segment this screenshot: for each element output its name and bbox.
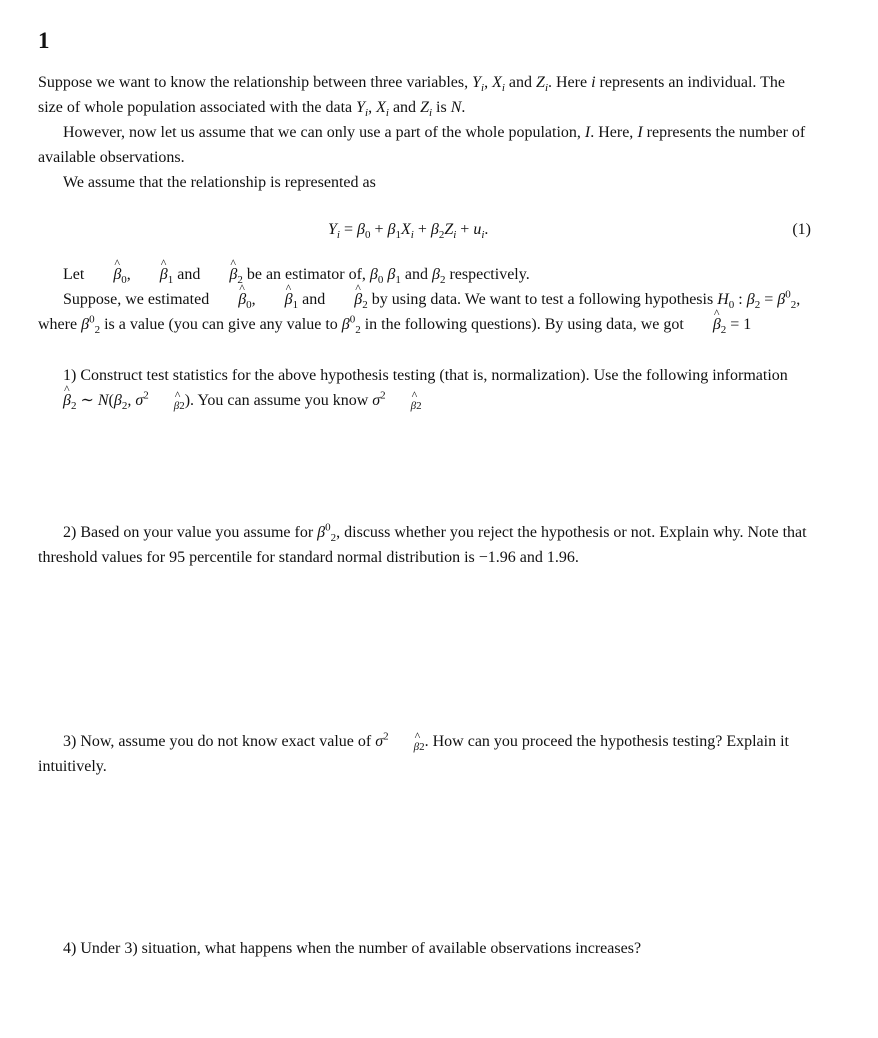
question-4: 4) Under 3) situation, what happens when the number of available observations increases? xyxy=(63,940,642,957)
question-1: 1) Construct test statistics for the above hypothesis testing (that is, normalization). Use the following information ^ $\beta_2$ ∼ $N(\beta_2$, $\sigma^2_{\beta 2}$). You can assume you know $\sigma^2_{\beta 2}$ xyxy=(38,363,813,413)
model-intro-paragraph: We assume that the relationship is represented as xyxy=(63,174,376,191)
intro-paragraph: Suppose we want to know the relationship between three variables, $Y_i$, $X_i$ and $Z_i$. Here i represents an individual. The size of whole population associated with the data $Y_i$, $X_i$ and $Z_i$ is N. xyxy=(38,74,785,120)
hypothesis-paragraph: Suppose, we estimated ^ $\beta_0$, ^ $\beta_1$ and ^ $\beta_2$ by using data. We want to test a following hypothesis $H_0$ : $\beta_2 = \beta^0_2$, where $\beta^0_2$ is a value (you can give any value to $\beta^0_2$ in the following questions). By using data, we got ^ $\beta_2 = 1$ xyxy=(38,287,813,337)
section-number: 1 xyxy=(38,28,50,53)
document-page: 1 Suppose we want to know the relationship between three variables, $Y_i$, $X_i$ and $Z_i$. Here i represents an individual. The size of whole population associated with the data $Y_i$, $X_i$ and $Z_i$ is N. However, now let us assume that we can only use a part of the whole population, I. Here, I represents the number of available observations. We assume that the relationship is represented as $Y_i = \beta_0 + \beta_1X_i + \beta_2Z_i + u_i$. (1) Let ^ $\beta_0$, ^ $\beta_1$ and ^ $\beta_2$ be an estimator of, $\beta_0$ $\beta_1$ and $\beta_2$ respectively. Suppose, we estimated ^ $\beta_0$, ^ $\beta_1$ and ^ $\beta_2$ by using data. We want to test a following hypothesis $H_0$ : $\beta_2 = \beta^0_2$, where $\beta^0_2$ is a value (you can give any value to $\beta^0_2$ in the following questions). By using data, we got ^ $\beta_2 = 1$ 1) Construct test statistics for the above hypothesis testing (that is, normalization). Use the following information ^ $\beta_2$ ∼ $N(\beta_2$, $\sigma^2_{\beta 2}$). You can assume you know $\sigma^2_{\beta 2}$ 2) Based on your value you assume for $\beta^0_2$, discuss whether you reject the hypothesis or not. Explain why. Note that threshold values for 95 percentile for standard normal distribution is −1.96 and 1.96. 3) Now, assume you do not know exact value of $\sigma^2_{\beta 2}$. How can you proceed the hypothesis testing? Explain it intuitively. 4) Under 3) situation, what happens when the number of available observations increases? xyxy=(0,0,878,1038)
sample-paragraph: However, now let us assume that we can only use a part of the whole population, I. Here, I represents the number of available observations. xyxy=(38,124,806,166)
estimator-paragraph: Let ^ $\beta_0$, ^ $\beta_1$ and ^ $\beta_2$ be an estimator of, $\beta_0$ $\beta_1$ and $\beta_2$ respectively. xyxy=(38,262,813,287)
question-2: 2) Based on your value you assume for $\beta^0_2$, discuss whether you reject the hypothesis or not. Explain why. Note that threshold values for 95 percentile for standard normal distribution is −1.96 and 1.96. xyxy=(38,521,807,566)
equation-number: (1) xyxy=(792,221,811,238)
question-3: 3) Now, assume you do not know exact value of $\sigma^2_{\beta 2}$. How can you proceed the hypothesis testing? Explain it intuitively. xyxy=(38,730,789,775)
